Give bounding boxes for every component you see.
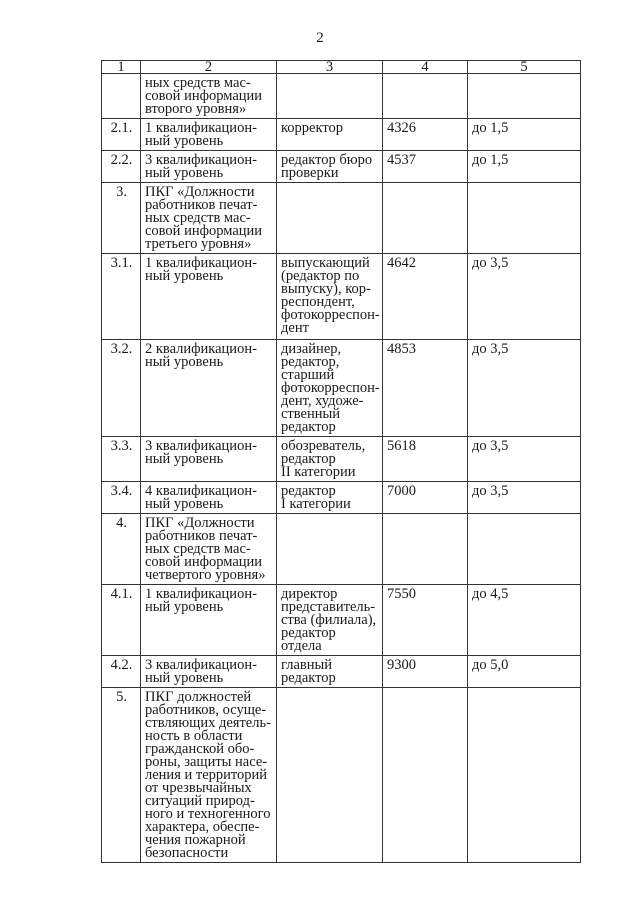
column-header: 3 [277, 61, 383, 74]
table-cell-num: 4.1. [102, 585, 141, 656]
table-cell-position: директор представитель- ства (филиала), редактор отдела [277, 585, 383, 656]
table-cell-salary: 7000 [383, 482, 468, 514]
table-cell-coef: до 5,0 [468, 656, 581, 688]
table-cell-group: 3 квалификацион- ный уровень [141, 437, 277, 482]
table-cell-num: 3.2. [102, 340, 141, 437]
table-cell-coef: до 3,5 [468, 340, 581, 437]
table-cell-salary: 7550 [383, 585, 468, 656]
table-cell-num: 2.1. [102, 119, 141, 151]
table-cell-coef [468, 183, 581, 254]
table-row [102, 437, 581, 482]
column-header: 1 [102, 61, 141, 74]
table-cell-coef [468, 74, 581, 119]
table-cell-group: 2 квалификацион- ный уровень [141, 340, 277, 437]
table-row [102, 119, 581, 151]
table-row [102, 688, 581, 863]
table-cell-salary [383, 183, 468, 254]
table-cell-num: 2.2. [102, 151, 141, 183]
table-cell-group: ПКГ «Должности работников печат- ных средств мас- совой информации третьего уровня» [141, 183, 277, 254]
table-cell-position: обозреватель, редактор II категории [277, 437, 383, 482]
table-header-row [102, 61, 581, 74]
table-row [102, 254, 581, 340]
table-cell-position: главный редактор [277, 656, 383, 688]
table-cell-salary: 4853 [383, 340, 468, 437]
table-cell-group: ПКГ «Должности работников печат- ных средств мас- совой информации четвертого уровня» [141, 514, 277, 585]
column-header: 2 [141, 61, 277, 74]
column-header: 4 [383, 61, 468, 74]
table-cell-coef: до 3,5 [468, 437, 581, 482]
table-cell-coef: до 3,5 [468, 482, 581, 514]
table-cell-position [277, 183, 383, 254]
table-cell-salary: 4326 [383, 119, 468, 151]
table-row [102, 482, 581, 514]
table-cell-coef: до 3,5 [468, 254, 581, 340]
table-cell-coef: до 1,5 [468, 151, 581, 183]
table-cell-num: 4.2. [102, 656, 141, 688]
table-cell-salary [383, 688, 468, 863]
table-cell-group: 3 квалификацион- ный уровень [141, 656, 277, 688]
table-row [102, 183, 581, 254]
table-cell-salary: 4642 [383, 254, 468, 340]
table-cell-salary [383, 514, 468, 585]
table-cell-position: выпускающий (редактор по выпуску), кор- респондент, фотокорреспон- дент [277, 254, 383, 340]
table-row [102, 514, 581, 585]
page-number: 2 [316, 30, 324, 46]
table-cell-num [102, 74, 141, 119]
table-cell-coef: до 4,5 [468, 585, 581, 656]
table-cell-num: 3.4. [102, 482, 141, 514]
table-cell-group: 1 квалификацион- ный уровень [141, 254, 277, 340]
table-row [102, 151, 581, 183]
table-cell-salary: 9300 [383, 656, 468, 688]
table-cell-position [277, 688, 383, 863]
table-cell-num: 4. [102, 514, 141, 585]
table-row [102, 74, 581, 119]
table-cell-salary: 4537 [383, 151, 468, 183]
table-cell-num: 3.1. [102, 254, 141, 340]
table-cell-position: редактор бюро проверки [277, 151, 383, 183]
table-cell-num: 3.3. [102, 437, 141, 482]
table-cell-coef [468, 688, 581, 863]
table-cell-position: дизайнер, редактор, старший фотокорреспон- дент, художе- ственный редактор [277, 340, 383, 437]
table-row [102, 656, 581, 688]
table-cell-position: корректор [277, 119, 383, 151]
table-cell-coef: до 1,5 [468, 119, 581, 151]
table-cell-coef [468, 514, 581, 585]
table-cell-group: 1 квалификацион- ный уровень [141, 585, 277, 656]
table-cell-group: 4 квалификацион- ный уровень [141, 482, 277, 514]
table-cell-salary: 5618 [383, 437, 468, 482]
table-cell-position: редактор I категории [277, 482, 383, 514]
table-row [102, 585, 581, 656]
table-cell-position [277, 514, 383, 585]
salary-table [101, 60, 581, 863]
table-row [102, 340, 581, 437]
table-cell-group: ных средств мас- совой информации второго уровня» [141, 74, 277, 119]
table-cell-num: 5. [102, 688, 141, 863]
table-cell-position [277, 74, 383, 119]
table-cell-salary [383, 74, 468, 119]
table-cell-num: 3. [102, 183, 141, 254]
table-cell-group: 1 квалификацион- ный уровень [141, 119, 277, 151]
table-cell-group: ПКГ должностей работников, осуще- ствляющих деятель- ность в области гражданской обо- роны, защиты насе- ления и территорий от чрезвычайных ситуаций природ- ного и техногенного характера, обеспе- чения пожарной безопасности [141, 688, 277, 863]
column-header: 5 [468, 61, 581, 74]
table-cell-group: 3 квалификацион- ный уровень [141, 151, 277, 183]
